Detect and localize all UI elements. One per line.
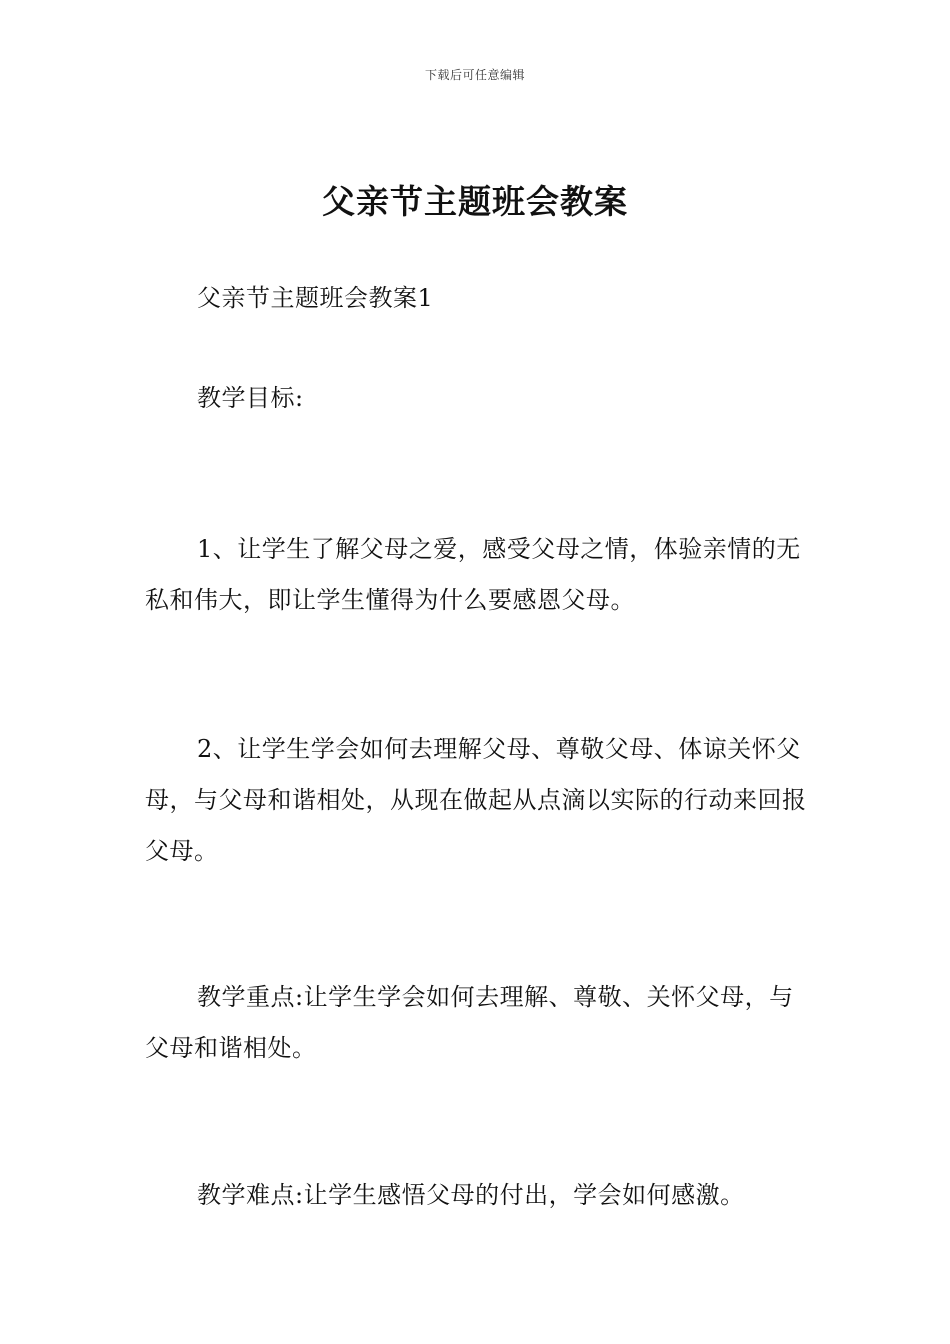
document-title: 父亲节主题班会教案 bbox=[322, 182, 628, 221]
teaching-goals-heading: 教学目标: bbox=[197, 384, 304, 412]
teaching-key-point: 教学重点:让学生学会如何去理解、尊敬、关怀父母，与父母和谐相处。 bbox=[145, 983, 794, 1062]
teaching-goal-1: 1、让学生了解父母之爱，感受父母之情，体验亲情的无私和伟大，即让学生懂得为什么要感恩父母。 bbox=[145, 535, 801, 614]
teaching-difficulty: 教学难点:让学生感悟父母的付出，学会如何感激。 bbox=[197, 1181, 745, 1209]
header-note: 下载后可任意编辑 bbox=[424, 68, 525, 82]
teaching-goal-2: 2、让学生学会如何去理解父母、尊敬父母、体谅关怀父母，与父母和谐相处，从现在做起从点滴以实际的行动来回报父母。 bbox=[145, 735, 807, 865]
section-subtitle: 父亲节主题班会教案1 bbox=[197, 284, 434, 312]
